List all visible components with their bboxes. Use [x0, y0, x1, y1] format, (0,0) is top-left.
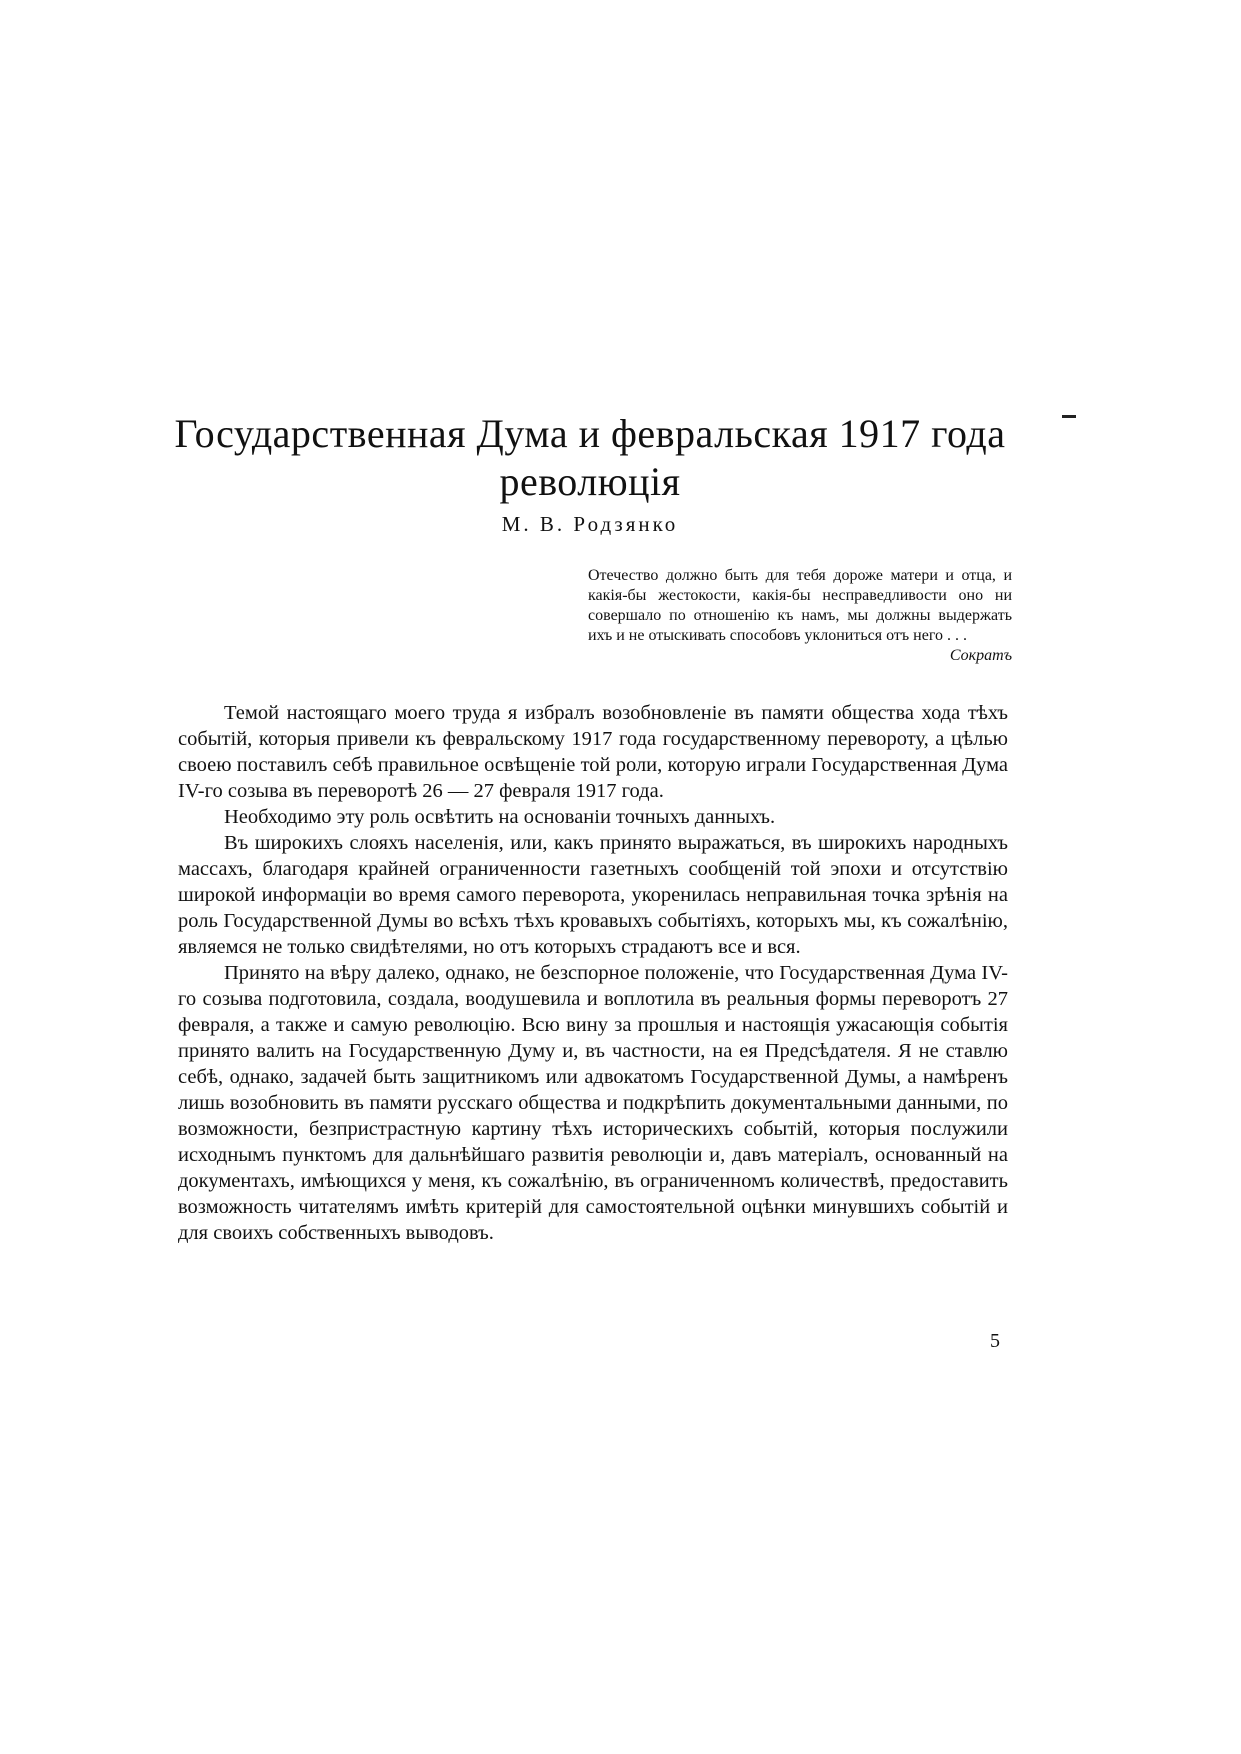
- epigraph-text: Отечество должно быть для тебя дороже матери и отца, и какія-бы жестокости, какія-бы несправедливости оно ни совершало по отношенію къ намъ, мы должны выдержать ихъ и не отыскивать способовъ уклониться отъ него . . .: [588, 567, 1012, 644]
- paragraph: Въ широкихъ слояхъ населенія, или, какъ принято выражаться, въ широкихъ народныхъ массахъ, благодаря крайней ограниченности газетныхъ сообщеній той эпохи и отсутствію широкой информаціи во время самого переворота, укоренилась неправильная точка зрѣнія на роль Государственной Думы во всѣхъ тѣхъ кровавыхъ событіяхъ, которыхъ мы, къ сожалѣнію, являемся не только свидѣтелями, но отъ которыхъ страдаютъ все и вся.: [178, 832, 1008, 958]
- epigraph-signature: Сократъ: [949, 647, 1012, 664]
- paragraph: Темой настоящаго моего труда я избралъ возобновленіе въ памяти общества хода тѣхъ событій, которыя привели къ февральскому 1917 года государственному перевороту, а цѣлью своею поставилъ себѣ правильное освѣщеніе той роли, которую играли Государственная Дума IV-го созыва въ переворотѣ 26 — 27 февраля 1917 года.: [178, 702, 1008, 802]
- paragraph: Необходимо эту роль освѣтить на основаніи точныхъ данныхъ.: [224, 806, 776, 828]
- article-body: [178, 700, 1008, 1246]
- scan-mark: [1062, 415, 1076, 418]
- paragraph: Принято на вѣру далеко, однако, не безспорное положеніе, что Государственная Дума IV-го созыва подготовила, создала, воодушевила и воплотила въ реальныя формы переворотъ 27 февраля, а также и самую революцію. Всю вину за прошлыя и настоящія ужасающія событія принято валить на Государственную Думу и, въ частности, на ея Предсѣдателя. Я не ставлю себѣ, однако, задачей быть защитникомъ или адвокатомъ Государственной Думы, а намѣренъ лишь возобновить въ памяти русскаго общества и подкрѣпить документальными данными, по возможности, безпристрастную картину тѣхъ историческихъ событій, которыя послужили исходнымъ пунктомъ для дальнѣйшаго развитія революціи и, давъ матеріалъ, основанный на документахъ, имѣющихся у меня, къ сожалѣнію, въ ограниченномъ количествѣ, предоставить возможность читателямъ имѣть критерій для самостоятельной оцѣнки минувшихъ событій и для своихъ собственныхъ выводовъ.: [178, 962, 1008, 1244]
- article-author: М. В. Родзянко: [501, 512, 679, 536]
- article-title: Государственная Дума и февральская 1917 года революція: [174, 411, 1006, 504]
- page-number: 5: [990, 1330, 1000, 1352]
- epigraph: [588, 566, 1012, 666]
- epigraph-signature-row: [588, 646, 1012, 666]
